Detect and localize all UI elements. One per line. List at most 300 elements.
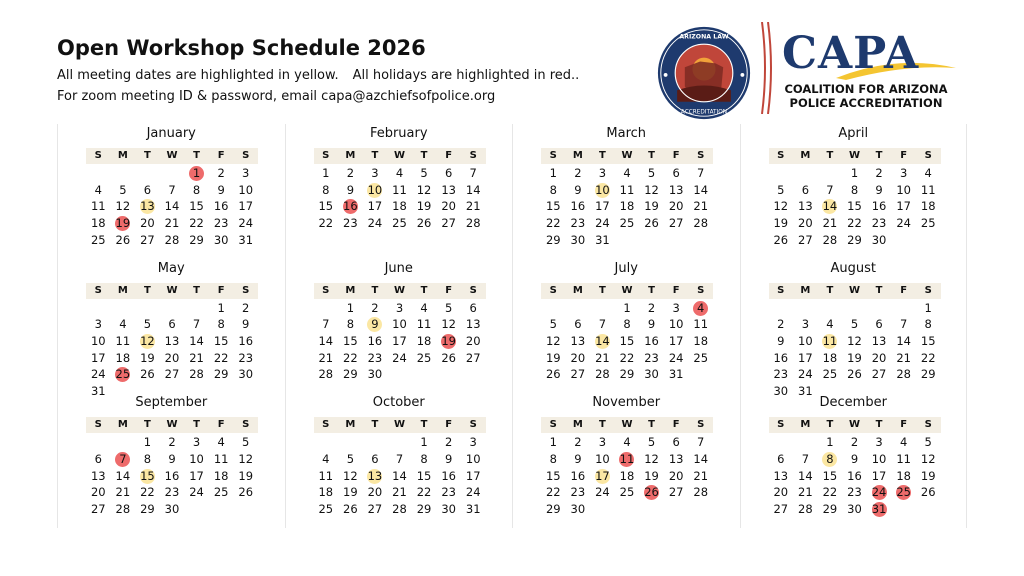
weekday-label: M bbox=[572, 284, 583, 296]
date-cell: 11 bbox=[392, 182, 407, 197]
date-cell: 2 bbox=[647, 300, 656, 315]
date-cell: 12 bbox=[416, 182, 432, 197]
date-cell: 26 bbox=[343, 502, 358, 517]
date-cell: 16 bbox=[164, 468, 180, 483]
date-cell: 20 bbox=[441, 199, 456, 214]
date-cell: 28 bbox=[798, 502, 813, 517]
date-cell: 14 bbox=[318, 334, 334, 349]
date-cell: 2 bbox=[850, 435, 859, 450]
date-cell: 29 bbox=[847, 232, 862, 247]
weekday-label: F bbox=[672, 150, 680, 161]
meeting-date: 14 bbox=[818, 198, 843, 215]
date-cell: 13 bbox=[773, 468, 789, 483]
page-title: Open Workshop Schedule 2026 bbox=[57, 36, 426, 60]
date-cell: 12 bbox=[238, 452, 254, 467]
date-grid bbox=[86, 165, 258, 248]
date-cell: 5 bbox=[143, 317, 152, 332]
date-cell: 29 bbox=[822, 502, 838, 517]
empty-cell bbox=[160, 300, 185, 317]
date-cell: 8 bbox=[924, 317, 932, 332]
date-cell: 9 bbox=[875, 182, 883, 197]
date-cell: 21 bbox=[318, 350, 334, 365]
empty-cell bbox=[793, 300, 818, 317]
date-cell: 5 bbox=[850, 317, 859, 332]
holiday-date: 25 bbox=[891, 484, 916, 501]
date-cell: 27 bbox=[465, 350, 481, 365]
date-cell: 11 bbox=[318, 468, 334, 483]
date-cell: 5 bbox=[647, 166, 656, 180]
empty-cell bbox=[769, 300, 794, 317]
date-cell: 19 bbox=[238, 468, 254, 483]
date-cell: 9 bbox=[217, 182, 225, 197]
weekday-label: T bbox=[371, 284, 379, 296]
date-cell: 30 bbox=[164, 502, 180, 517]
legend-line bbox=[57, 68, 579, 83]
date-cell: 5 bbox=[777, 182, 785, 197]
weekday-header bbox=[86, 283, 258, 299]
meeting-date: 11 bbox=[818, 333, 843, 350]
date-cell: 28 bbox=[595, 367, 610, 382]
date-cell: 22 bbox=[416, 485, 432, 500]
date-cell: 29 bbox=[213, 367, 229, 382]
date-cell: 27 bbox=[871, 367, 887, 382]
date-cell: 15 bbox=[545, 468, 561, 483]
date-cell: 4 bbox=[395, 166, 404, 180]
date-grid bbox=[541, 165, 713, 248]
date-cell: 3 bbox=[598, 166, 607, 180]
date-grid bbox=[541, 300, 713, 383]
weekday-label: S bbox=[94, 150, 102, 161]
empty-cell bbox=[769, 165, 794, 182]
date-cell: 15 bbox=[545, 199, 561, 214]
date-cell: 19 bbox=[644, 468, 659, 483]
weekday-label: F bbox=[217, 419, 225, 431]
empty-cell bbox=[867, 300, 892, 317]
month-name: October bbox=[372, 395, 425, 411]
date-cell: 31 bbox=[238, 232, 254, 247]
weekday-label: M bbox=[117, 284, 128, 296]
date-cell: 26 bbox=[773, 232, 789, 247]
date-cell: 22 bbox=[619, 350, 635, 365]
weekday-label: S bbox=[242, 284, 250, 296]
date-grid bbox=[769, 434, 941, 517]
weekday-label: T bbox=[648, 284, 655, 296]
weekday-label: F bbox=[672, 419, 680, 431]
date-cell: 5 bbox=[647, 435, 656, 450]
month-name: April bbox=[838, 126, 869, 141]
empty-cell bbox=[590, 300, 615, 317]
weekday-label: F bbox=[900, 419, 908, 431]
weekday-label: T bbox=[599, 284, 606, 296]
date-cell: 23 bbox=[367, 350, 383, 365]
weekday-label: M bbox=[572, 419, 583, 431]
date-cell: 3 bbox=[395, 300, 404, 315]
date-cell: 14 bbox=[465, 182, 481, 197]
date-cell: 2 bbox=[168, 435, 176, 450]
date-grid bbox=[314, 434, 486, 517]
date-cell: 7 bbox=[697, 435, 705, 450]
date-cell: 15 bbox=[847, 199, 862, 214]
date-cell: 16 bbox=[847, 468, 862, 483]
meeting-date: 13 bbox=[135, 198, 160, 215]
date-cell: 7 bbox=[826, 182, 834, 197]
empty-cell bbox=[86, 300, 111, 317]
date-cell: 25 bbox=[693, 350, 709, 365]
date-cell: 29 bbox=[545, 502, 561, 517]
weekday-label: T bbox=[193, 419, 200, 431]
date-cell: 18 bbox=[416, 334, 432, 349]
weekday-label: T bbox=[599, 150, 606, 161]
date-cell: 6 bbox=[672, 435, 680, 450]
date-cell: 20 bbox=[465, 334, 481, 349]
date-cell: 17 bbox=[798, 350, 813, 365]
date-cell: 24 bbox=[392, 350, 407, 365]
weekday-label: M bbox=[117, 150, 128, 161]
empty-cell bbox=[111, 300, 136, 317]
date-cell: 23 bbox=[343, 216, 358, 231]
date-cell: 13 bbox=[668, 182, 684, 197]
date-cell: 1 bbox=[623, 300, 631, 315]
date-cell: 17 bbox=[871, 468, 887, 483]
weekday-header bbox=[769, 283, 941, 299]
date-cell: 5 bbox=[444, 300, 453, 315]
brand-name: CAPA bbox=[782, 28, 920, 79]
date-cell: 19 bbox=[773, 216, 789, 231]
date-cell: 27 bbox=[367, 502, 383, 517]
date-cell: 11 bbox=[619, 182, 635, 197]
date-cell: 30 bbox=[847, 502, 862, 517]
date-cell: 31 bbox=[595, 232, 610, 247]
month-february bbox=[285, 124, 513, 259]
empty-cell bbox=[135, 300, 160, 317]
date-cell: 8 bbox=[346, 317, 355, 332]
date-cell: 20 bbox=[668, 468, 684, 483]
empty-cell bbox=[314, 300, 339, 317]
date-cell: 13 bbox=[164, 334, 180, 349]
weekday-label: S bbox=[242, 150, 250, 161]
date-cell: 22 bbox=[213, 350, 229, 365]
weekday-label: T bbox=[193, 150, 200, 161]
date-cell: 3 bbox=[598, 435, 607, 450]
weekday-label: W bbox=[166, 150, 178, 161]
empty-cell bbox=[818, 300, 843, 317]
empty-cell bbox=[160, 165, 185, 182]
weekday-label: S bbox=[469, 150, 477, 161]
weekday-label: S bbox=[777, 419, 785, 431]
date-cell: 1 bbox=[549, 166, 557, 180]
date-cell: 24 bbox=[238, 216, 254, 231]
date-cell: 22 bbox=[847, 216, 862, 231]
date-cell: 24 bbox=[189, 485, 204, 500]
weekday-label: S bbox=[697, 419, 705, 431]
date-cell: 24 bbox=[896, 216, 911, 231]
date-cell: 16 bbox=[871, 199, 887, 214]
date-cell: 21 bbox=[798, 485, 813, 500]
date-cell: 2 bbox=[875, 166, 883, 180]
date-cell: 7 bbox=[899, 317, 908, 332]
date-cell: 8 bbox=[217, 317, 225, 332]
date-cell: 21 bbox=[189, 350, 204, 365]
date-cell: 6 bbox=[875, 317, 883, 332]
weekday-label: T bbox=[420, 419, 428, 431]
date-cell: 15 bbox=[822, 468, 838, 483]
date-cell: 5 bbox=[346, 452, 355, 467]
date-cell: 14 bbox=[115, 468, 131, 483]
date-cell: 20 bbox=[871, 350, 887, 365]
date-cell: 30 bbox=[238, 367, 254, 382]
weekday-label: F bbox=[217, 284, 225, 296]
date-cell: 14 bbox=[693, 452, 709, 467]
date-grid bbox=[314, 165, 486, 232]
date-cell: 31 bbox=[798, 384, 813, 399]
weekday-label: T bbox=[826, 419, 834, 431]
date-cell: 30 bbox=[570, 502, 586, 517]
date-cell: 21 bbox=[693, 199, 709, 214]
holiday-date: 26 bbox=[639, 484, 664, 501]
date-cell: 23 bbox=[773, 367, 789, 382]
date-cell: 21 bbox=[465, 199, 481, 214]
date-cell: 28 bbox=[164, 232, 180, 247]
date-cell: 18 bbox=[619, 468, 635, 483]
date-cell: 21 bbox=[693, 468, 709, 483]
date-cell: 18 bbox=[318, 485, 334, 500]
weekday-label: T bbox=[826, 150, 834, 161]
weekday-label: F bbox=[672, 284, 680, 296]
date-cell: 27 bbox=[441, 216, 456, 231]
date-cell: 2 bbox=[217, 166, 225, 180]
date-cell: 14 bbox=[189, 334, 204, 349]
date-cell: 8 bbox=[322, 182, 330, 197]
date-cell: 19 bbox=[416, 199, 432, 214]
weekday-label: M bbox=[572, 150, 583, 161]
weekday-label: M bbox=[345, 150, 356, 161]
month-name: June bbox=[384, 260, 413, 276]
date-cell: 17 bbox=[238, 199, 254, 214]
date-cell: 18 bbox=[822, 350, 838, 365]
date-cell: 3 bbox=[875, 435, 883, 450]
date-cell: 5 bbox=[119, 182, 127, 197]
date-cell: 16 bbox=[570, 468, 586, 483]
logo-divider bbox=[758, 22, 774, 114]
date-cell: 18 bbox=[693, 334, 709, 349]
date-cell: 22 bbox=[920, 350, 936, 365]
date-cell: 26 bbox=[644, 216, 659, 231]
date-cell: 2 bbox=[371, 300, 379, 315]
empty-cell bbox=[818, 165, 843, 182]
weekday-label: S bbox=[242, 419, 250, 431]
month-name: May bbox=[157, 260, 185, 276]
date-cell: 22 bbox=[318, 216, 334, 231]
weekday-label: S bbox=[549, 284, 557, 296]
weekday-header bbox=[541, 283, 713, 299]
date-cell: 18 bbox=[392, 199, 407, 214]
date-cell: 26 bbox=[847, 367, 862, 382]
weekday-label: S bbox=[94, 284, 102, 296]
date-cell: 10 bbox=[238, 182, 254, 197]
date-cell: 18 bbox=[213, 468, 229, 483]
date-cell: 1 bbox=[549, 435, 557, 450]
weekday-label: T bbox=[648, 150, 655, 161]
weekday-label: F bbox=[445, 150, 453, 161]
holiday-date: 4 bbox=[688, 300, 713, 317]
date-cell: 26 bbox=[140, 367, 155, 382]
date-cell: 6 bbox=[801, 182, 810, 197]
date-cell: 12 bbox=[644, 182, 659, 197]
date-cell: 1 bbox=[143, 435, 152, 450]
weekday-label: W bbox=[393, 284, 405, 296]
date-cell: 26 bbox=[115, 232, 131, 247]
weekday-header bbox=[314, 283, 486, 299]
weekday-label: T bbox=[875, 419, 883, 431]
date-cell: 19 bbox=[847, 350, 862, 365]
date-cell: 23 bbox=[570, 485, 586, 500]
date-cell: 16 bbox=[213, 199, 229, 214]
date-cell: 20 bbox=[367, 485, 383, 500]
date-cell: 5 bbox=[420, 166, 428, 180]
month-name: January bbox=[146, 126, 196, 141]
date-cell: 27 bbox=[668, 216, 684, 231]
month-name: July bbox=[614, 260, 638, 276]
date-cell: 27 bbox=[798, 232, 813, 247]
date-cell: 24 bbox=[367, 216, 383, 231]
date-cell: 11 bbox=[416, 317, 432, 332]
month-name: November bbox=[592, 395, 661, 411]
weekday-header bbox=[541, 417, 713, 433]
date-cell: 8 bbox=[623, 317, 631, 332]
date-cell: 28 bbox=[115, 502, 131, 517]
date-cell: 28 bbox=[189, 367, 204, 382]
date-cell: 7 bbox=[697, 166, 705, 180]
weekday-header bbox=[86, 148, 258, 164]
date-cell: 24 bbox=[668, 350, 684, 365]
date-cell: 4 bbox=[322, 452, 330, 467]
date-cell: 28 bbox=[318, 367, 334, 382]
date-cell: 9 bbox=[647, 317, 656, 332]
date-cell: 10 bbox=[871, 452, 887, 467]
date-cell: 30 bbox=[367, 367, 383, 382]
date-cell: 1 bbox=[924, 300, 932, 315]
empty-cell bbox=[111, 165, 136, 182]
weekday-label: T bbox=[648, 419, 655, 431]
date-cell: 10 bbox=[189, 452, 204, 467]
weekday-label: W bbox=[621, 284, 633, 296]
date-cell: 25 bbox=[90, 232, 106, 247]
date-cell: 13 bbox=[798, 199, 813, 214]
date-cell: 28 bbox=[693, 485, 709, 500]
weekday-label: T bbox=[144, 150, 151, 161]
date-cell: 4 bbox=[623, 435, 631, 450]
date-cell: 24 bbox=[465, 485, 481, 500]
date-cell: 7 bbox=[168, 182, 176, 197]
meeting-date: 9 bbox=[363, 316, 388, 333]
date-cell: 12 bbox=[115, 199, 131, 214]
month-august bbox=[740, 259, 968, 399]
weekday-label: W bbox=[848, 150, 860, 161]
date-cell: 6 bbox=[574, 317, 582, 332]
date-cell: 9 bbox=[444, 452, 453, 467]
date-cell: 17 bbox=[896, 199, 911, 214]
date-cell: 22 bbox=[140, 485, 155, 500]
weekday-label: M bbox=[800, 150, 811, 161]
month-april bbox=[740, 124, 968, 259]
date-cell: 10 bbox=[595, 452, 610, 467]
weekday-label: S bbox=[777, 150, 785, 161]
date-cell: 6 bbox=[168, 317, 176, 332]
date-cell: 8 bbox=[850, 182, 859, 197]
meeting-date: 13 bbox=[363, 468, 388, 485]
weekday-label: M bbox=[117, 419, 128, 431]
empty-cell bbox=[541, 300, 566, 317]
date-cell: 3 bbox=[94, 317, 102, 332]
date-cell: 14 bbox=[896, 334, 911, 349]
date-cell: 21 bbox=[896, 350, 911, 365]
weekday-label: M bbox=[800, 284, 811, 296]
meeting-date: 10 bbox=[363, 182, 388, 199]
brand-tagline-1: COALITION FOR ARIZONA bbox=[784, 82, 948, 96]
weekday-label: T bbox=[144, 284, 151, 296]
date-cell: 13 bbox=[668, 452, 684, 467]
calendar-grid bbox=[57, 124, 967, 528]
date-cell: 21 bbox=[595, 350, 610, 365]
empty-cell bbox=[184, 300, 209, 317]
empty-cell bbox=[566, 300, 591, 317]
date-cell: 27 bbox=[90, 502, 106, 517]
date-cell: 4 bbox=[217, 435, 225, 450]
date-cell: 1 bbox=[346, 300, 355, 315]
date-cell: 14 bbox=[392, 468, 407, 483]
date-grid bbox=[769, 165, 941, 248]
date-cell: 4 bbox=[623, 166, 631, 180]
weekday-label: S bbox=[94, 419, 102, 431]
date-cell: 22 bbox=[189, 216, 204, 231]
date-cell: 24 bbox=[90, 367, 106, 382]
date-cell: 13 bbox=[465, 317, 481, 332]
weekday-label: T bbox=[144, 419, 151, 431]
date-cell: 5 bbox=[924, 435, 932, 450]
date-cell: 16 bbox=[367, 334, 383, 349]
holiday-date: 25 bbox=[111, 366, 136, 383]
date-cell: 18 bbox=[920, 199, 936, 214]
month-name: March bbox=[606, 126, 647, 141]
date-cell: 28 bbox=[465, 216, 481, 231]
weekday-label: F bbox=[445, 284, 453, 296]
date-cell: 2 bbox=[242, 300, 250, 315]
date-cell: 11 bbox=[693, 317, 709, 332]
date-cell: 17 bbox=[668, 334, 684, 349]
date-cell: 4 bbox=[899, 435, 908, 450]
date-cell: 30 bbox=[213, 232, 229, 247]
date-cell: 15 bbox=[318, 199, 334, 214]
empty-cell bbox=[842, 300, 867, 317]
weekday-label: F bbox=[900, 284, 908, 296]
date-cell: 27 bbox=[773, 502, 789, 517]
date-cell: 26 bbox=[545, 367, 561, 382]
weekday-label: T bbox=[875, 284, 883, 296]
weekday-label: F bbox=[445, 419, 453, 431]
weekday-label: S bbox=[469, 284, 477, 296]
date-cell: 23 bbox=[441, 485, 456, 500]
date-cell: 10 bbox=[465, 452, 481, 467]
date-cell: 11 bbox=[213, 452, 229, 467]
month-march bbox=[512, 124, 740, 259]
month-november bbox=[512, 393, 740, 528]
date-grid bbox=[86, 434, 258, 517]
empty-cell bbox=[135, 165, 160, 182]
weekday-label: T bbox=[371, 150, 379, 161]
date-cell: 6 bbox=[143, 182, 152, 197]
date-cell: 2 bbox=[346, 166, 355, 180]
date-cell: 20 bbox=[798, 216, 813, 231]
